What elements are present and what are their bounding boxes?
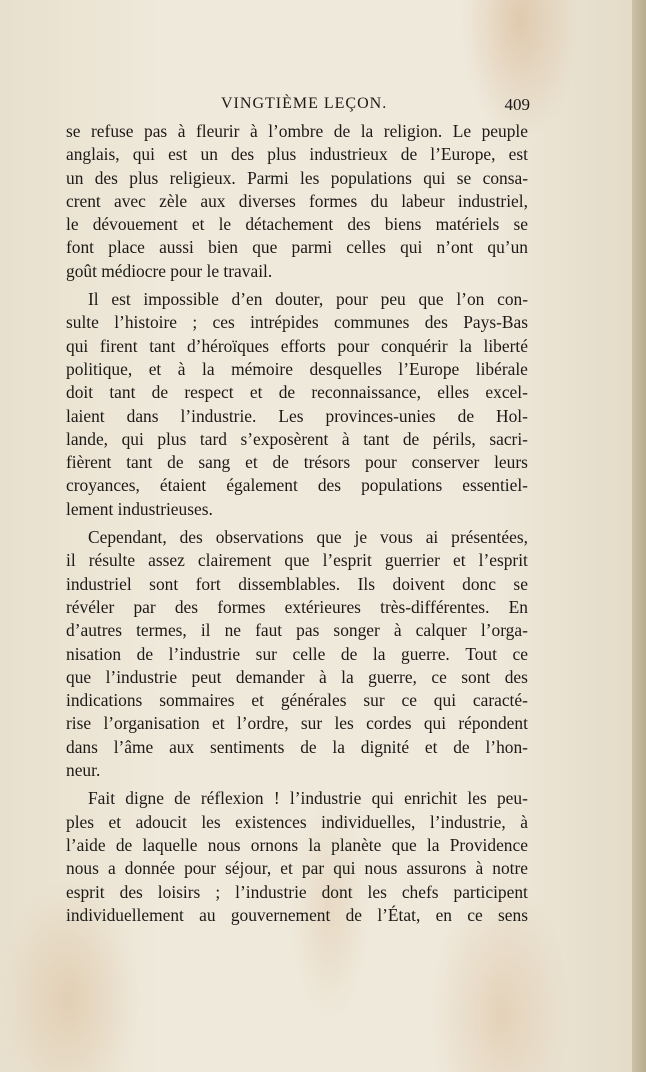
body-text [66, 120, 528, 932]
text-line: il résulte assez clairement que l’esprit guerrier et l’esprit [66, 550, 528, 571]
text-line: sulte l’histoire ; ces intrépides communes des Pays-Bas [66, 312, 528, 333]
text-line: ples et adoucit les existences individuelles, l’industrie, à [66, 811, 528, 832]
paragraph [66, 120, 528, 283]
text-line: Cependant, des observations que je vous ai présentées, [88, 527, 528, 548]
text-line: industriel sont fort dissemblables. Ils doivent donc se [66, 573, 528, 594]
text-line: l’aide de laquelle nous ornons la planète que la Providence [66, 834, 528, 855]
text-line: laient dans l’industrie. Les provinces-unies de Hol- [66, 405, 528, 426]
text-line: lement industrieuses. [66, 498, 213, 519]
text-line: que l’industrie peut demander à la guerre, ce sont des [66, 666, 528, 687]
text-line: anglais, qui est un des plus industrieux de l’Europe, est [66, 144, 528, 165]
page-edge [632, 0, 646, 1072]
paragraph [66, 787, 528, 927]
text-line: Fait digne de réflexion ! l’industrie qui enrichit les peu- [88, 788, 528, 809]
paragraph [66, 526, 528, 782]
text-line: politique, et à la mémoire desquelles l’Europe libérale [66, 358, 528, 379]
text-line: nisation de l’industrie sur celle de la guerre. Tout ce [66, 643, 528, 664]
text-line: révéler par des formes extérieures très-différentes. En [66, 596, 528, 617]
text-line: lande, qui plus tard s’exposèrent à tant de périls, sacri- [66, 428, 528, 449]
text-line: goût médiocre pour le travail. [66, 260, 273, 281]
text-line: fièrent tant de sang et de trésors pour conserver leurs [66, 452, 528, 473]
text-line: qui firent tant d’héroïques efforts pour conquérir la liberté [66, 335, 528, 356]
text-line: font place aussi bien que parmi celles qui n’ont qu’un [66, 237, 528, 258]
running-head: VINGTIÈME LEÇON. [221, 95, 388, 112]
text-line: se refuse pas à fleurir à l’ombre de la religion. Le peuple [66, 121, 528, 141]
text-line: d’autres termes, il ne faut pas songer à calquer l’orga- [66, 620, 528, 641]
text-line: doit tant de respect et de reconnaissance, elles excel- [66, 382, 528, 403]
text-line: Il est impossible d’en douter, pour peu que l’on con- [88, 289, 528, 310]
text-line: dans l’âme aux sentiments de la dignité et de l’hon- [66, 736, 528, 757]
text-line: indications sommaires et générales sur ce qui caracté- [66, 690, 528, 711]
text-line: crent avec zèle aux diverses formes du labeur industriel, [66, 190, 528, 211]
page-header [66, 95, 530, 119]
text-line: esprit des loisirs ; l’industrie dont les chefs participent [66, 881, 528, 902]
text-line: neur. [66, 760, 101, 781]
text-line: un des plus religieux. Parmi les populations qui se consa- [66, 167, 528, 188]
text-line: croyances, étaient également des populations essentiel- [66, 475, 528, 496]
paragraph [66, 288, 528, 521]
text-line: nous a donnée pour séjour, et par qui nous assurons à notre [66, 858, 528, 879]
text-line: le dévouement et le détachement des biens matériels se [66, 214, 528, 235]
text-line: rise l’organisation et l’ordre, sur les cordes qui répondent [66, 713, 528, 734]
page-number: 409 [504, 95, 530, 114]
text-line: individuellement au gouvernement de l’État, en ce sens [66, 904, 528, 925]
